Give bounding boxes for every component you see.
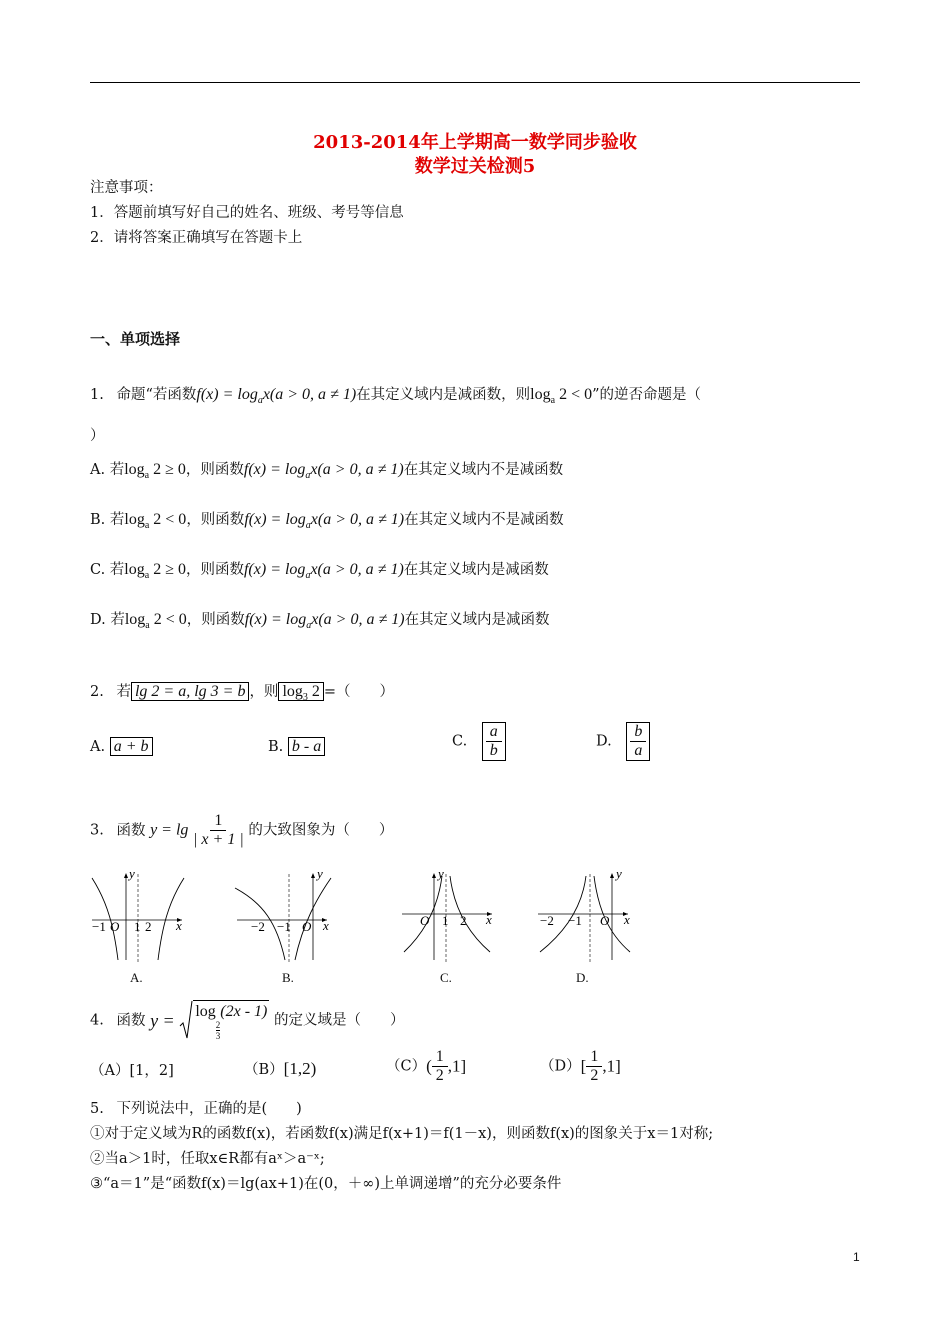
q4-option-c[interactable]: （C）( $\frac{1}{2}$ ,1] — [386, 1048, 467, 1084]
graph-d[interactable] — [534, 868, 634, 966]
math-box: lg 2 = a, lg 3 = b — [131, 682, 249, 701]
question-text: 命题“若函数 — [116, 387, 197, 403]
y-axis-arrow-icon — [432, 873, 436, 878]
tick-label: −2 — [251, 919, 265, 934]
header-rule — [90, 82, 860, 83]
q4-option-b[interactable]: （B）[1,2) — [244, 1059, 317, 1078]
y-axis-arrow-icon — [124, 873, 128, 878]
graph-caption: A. — [130, 970, 143, 985]
question-5: 5. 下列说法中，正确的是( ) — [90, 1101, 302, 1117]
tick-label: 1 — [442, 913, 449, 928]
x-label: x — [176, 918, 182, 933]
tick-label: −1 — [277, 919, 291, 934]
question-4: 4. 函数 y = log $\frac{2}{3}$ (2x - 1) 的定义域是（ ） — [90, 1000, 404, 1041]
origin-label: O — [302, 919, 312, 934]
tick-label: −1 — [568, 913, 582, 928]
option-a[interactable]: A. 若$\log_a 2 \ge 0$，则函数$f(x) = \log_ax(a > 0$, a ≠ 1)在其定义域内不是减函数 — [90, 461, 564, 482]
q2-option-a[interactable]: A. a + b — [90, 738, 153, 756]
q2-option-b[interactable]: B. b - a — [268, 738, 325, 756]
question-number: 4. — [90, 1012, 104, 1029]
y-axis-arrow-icon — [610, 873, 614, 878]
notes-heading: 注意事项： — [90, 180, 163, 196]
tick-label: 2 — [460, 913, 467, 928]
statement-item: ①对于定义域为R的函数f(x)，若函数f(x)满足f(x+1)＝f(1－x)，则函数f(x)的图象关于x＝1对称; — [90, 1126, 714, 1142]
question-number: 3. — [90, 822, 104, 839]
graph-c[interactable] — [398, 868, 498, 966]
origin-label: O — [600, 913, 610, 928]
question-2: 2. 若 lg 2 = a, lg 3 = b ，则 $\log_3 2$ =（ ） — [90, 683, 395, 704]
q2-option-d[interactable]: D. $\frac{b}{a}$ — [596, 722, 650, 761]
y-label: y — [616, 868, 622, 881]
x-label: x — [624, 912, 630, 927]
option-b[interactable]: B. 若$\log_a 2 < 0$，则函数$f(x) = \log_ax(a > 0$, a ≠ 1)在其定义域内不是减函数 — [90, 511, 564, 532]
graph-a[interactable] — [88, 868, 188, 966]
option-d[interactable]: D. 若$\log_a 2 < 0$，则函数$f(x) = \log_ax(a > 0$, a ≠ 1)在其定义域内是减函数 — [90, 611, 550, 632]
origin-label: O — [110, 919, 120, 934]
y-label: y — [438, 868, 444, 881]
origin-label: O — [420, 913, 430, 928]
y-label: y — [317, 868, 323, 881]
note-item: 2．请将答案正确填写在答题卡上 — [90, 230, 303, 246]
q4-option-a[interactable]: （A）[1，2] — [90, 1063, 174, 1079]
tick-label: −1 — [92, 919, 106, 934]
q4-option-d[interactable]: （D）[ $\frac{1}{2}$ ,1] — [540, 1048, 621, 1084]
tick-label: 2 — [145, 919, 152, 934]
sqrt-expr: log $\frac{2}{3}$ (2x - 1) — [179, 1000, 269, 1041]
y-label: y — [129, 868, 135, 881]
graph-caption: B. — [282, 970, 294, 985]
math-expr: $\log_a 2 < 0$ — [530, 386, 593, 407]
x-label: x — [486, 912, 492, 927]
y-axis-arrow-icon — [311, 873, 315, 878]
question-number: 2. — [90, 684, 104, 700]
math-box: $\log_3 2$ — [278, 682, 323, 701]
question-1: 1. 命题“若函数$f(x) = \log_ax(a > 0$, a ≠ 1)在其定义域内是减函数，则$\log_a 2 < 0$”的逆否命题是（ — [90, 386, 702, 407]
option-c[interactable]: C. 若$\log_a 2 \ge 0$，则函数$f(x) = \log_ax(a > 0$, a ≠ 1)在其定义域内是减函数 — [90, 561, 549, 582]
graph-caption: D. — [576, 970, 589, 985]
tick-label: 1 — [134, 919, 141, 934]
question-close-paren: ） — [90, 428, 105, 444]
tick-label: −2 — [540, 913, 554, 928]
section-heading: 一、单项选择 — [90, 330, 181, 348]
graph-b[interactable] — [233, 868, 333, 966]
title-line-1: 2013-2014年上学期高一数学同步验收 — [313, 132, 637, 153]
q2-option-c[interactable]: C. $\frac{a}{b}$ — [452, 722, 506, 761]
question-number: 1. — [90, 387, 104, 403]
graph-caption: C. — [440, 970, 452, 985]
math-expr: $f(x) = \log_ax(a > 0$, a ≠ 1) — [196, 386, 357, 407]
question-number: 5. — [90, 1101, 104, 1117]
statement-item: ③“a＝1”是“函数f(x)＝lg(ax+1)在(0，＋∞)上单调递增”的充分必要条件 — [90, 1176, 562, 1192]
statement-item: ②当a＞1时，任取x∈R都有aˣ＞a⁻ˣ; — [90, 1151, 325, 1167]
sqrt-icon — [179, 1000, 193, 1042]
note-item: 1．答题前填写好自己的姓名、班级、考号等信息 — [90, 205, 404, 221]
page-number: 1 — [853, 1250, 860, 1264]
question-3: 3. 函数 y = lg $\frac{1}{| x + 1 |}$ 的大致图象为（ ） — [90, 812, 394, 848]
x-label: x — [323, 918, 329, 933]
title-line-2: 数学过关检测5 — [414, 156, 536, 177]
